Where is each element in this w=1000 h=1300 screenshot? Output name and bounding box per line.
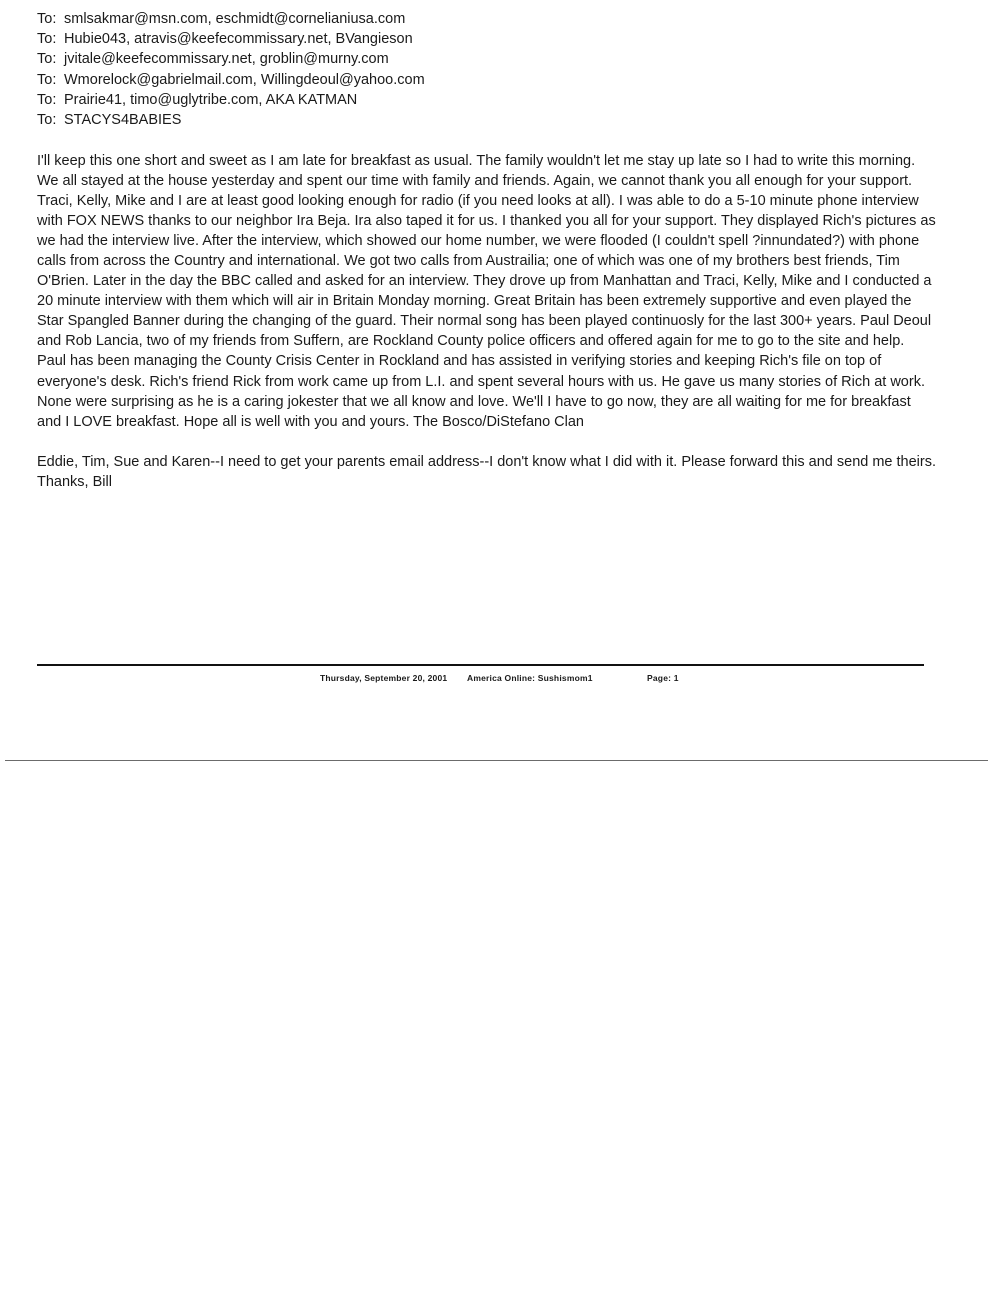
recipient-line xyxy=(37,70,937,90)
recipient-line xyxy=(37,49,937,69)
footer-date: Thursday, September 20, 2001 xyxy=(320,673,448,683)
to-label: To: xyxy=(37,11,57,27)
email-body xyxy=(37,151,937,492)
recipient-list xyxy=(37,9,937,130)
to-label: To: xyxy=(37,51,57,68)
recipient-addresses: Prairie41, timo@uglytribe.com, AKA KATMAN xyxy=(64,91,358,108)
recipient-addresses: smlsakmar@msn.com, eschmidt@cornelianiusa.com xyxy=(64,11,406,27)
to-label: To: xyxy=(37,31,57,48)
print-footer xyxy=(320,673,679,683)
footer-service: America Online: Sushismom1 xyxy=(467,673,593,683)
recipient-line xyxy=(37,9,937,29)
recipient-addresses: Hubie043, atravis@keefecommissary.net, BVangieson xyxy=(64,31,413,48)
body-paragraph: Eddie, Tim, Sue and Karen--I need to get your parents email address--I don't know what I did with it. Please forward this and send me theirs. Thanks, Bill xyxy=(37,453,937,490)
body-paragraph: I'll keep this one short and sweet as I am late for breakfast as usual. The family wouldn't let me stay up late so I had to write this morning. We all stayed at the house yesterday and spent our time with family and friends. Again, we cannot thank you all enough for your support. Traci, Kelly, Mike and I are at least good looking enough for radio (if you need looks at all). I was able to do a 5-10 minute phone interview with FOX NEWS thanks to our neighbor Ira Beja. Ira also taped it for us. I thanked you all for your support. They displayed Rich's pictures as we had the interview live. After the interview, which showed our home number, we were flooded (I couldn't spell ?innundated?) with phone calls from across the Country and international. We got two calls from Austrailia; one of which was one of my brothers best friends, Tim O'Brien. Later in the day the BBC called and asked for an interview. They drove up from Manhattan and Traci, Kelly, Mike and I conducted a 20 minute interview with them which will air in Britain Monday morning. Great Britain has been extremely supportive and even played the Star Spangled Banner during the changing of the guard. Their normal song has been played continuosly for the last 300+ years. Paul Deoul and Rob Lancia, two of my friends from Suffern, are Rockland County police officers and offered again for me to go to the site and help. Paul has been managing the County Crisis Center in Rockland and has assisted in verifying stories and keeping Rich's file on top of everyone's desk. Rich's friend Rick from work came up from L.I. and spent several hours with us. He gave us many stories of Rich at work. None were surprising as he is a caring jokester that we all know and love. We'll I have to go now, they are all waiting for me for breakfast and I LOVE breakfast. Hope all is well with you and yours. The Bosco/DiStefano Clan xyxy=(37,153,936,430)
recipient-line xyxy=(37,29,937,49)
footer-divider xyxy=(37,664,924,666)
to-label: To: xyxy=(37,71,57,88)
recipient-addresses: Wmorelock@gabrielmail.com, Willingdeoul@yahoo.com xyxy=(64,71,425,88)
recipient-addresses: STACYS4BABIES xyxy=(64,112,182,129)
recipient-line xyxy=(37,110,937,130)
recipient-line xyxy=(37,90,937,110)
footer-page-number: Page: 1 xyxy=(647,673,679,683)
to-label: To: xyxy=(37,91,57,108)
recipient-addresses: jvitale@keefecommissary.net, groblin@murny.com xyxy=(64,51,389,68)
page-edge-line xyxy=(5,760,988,761)
to-label: To: xyxy=(37,112,57,129)
